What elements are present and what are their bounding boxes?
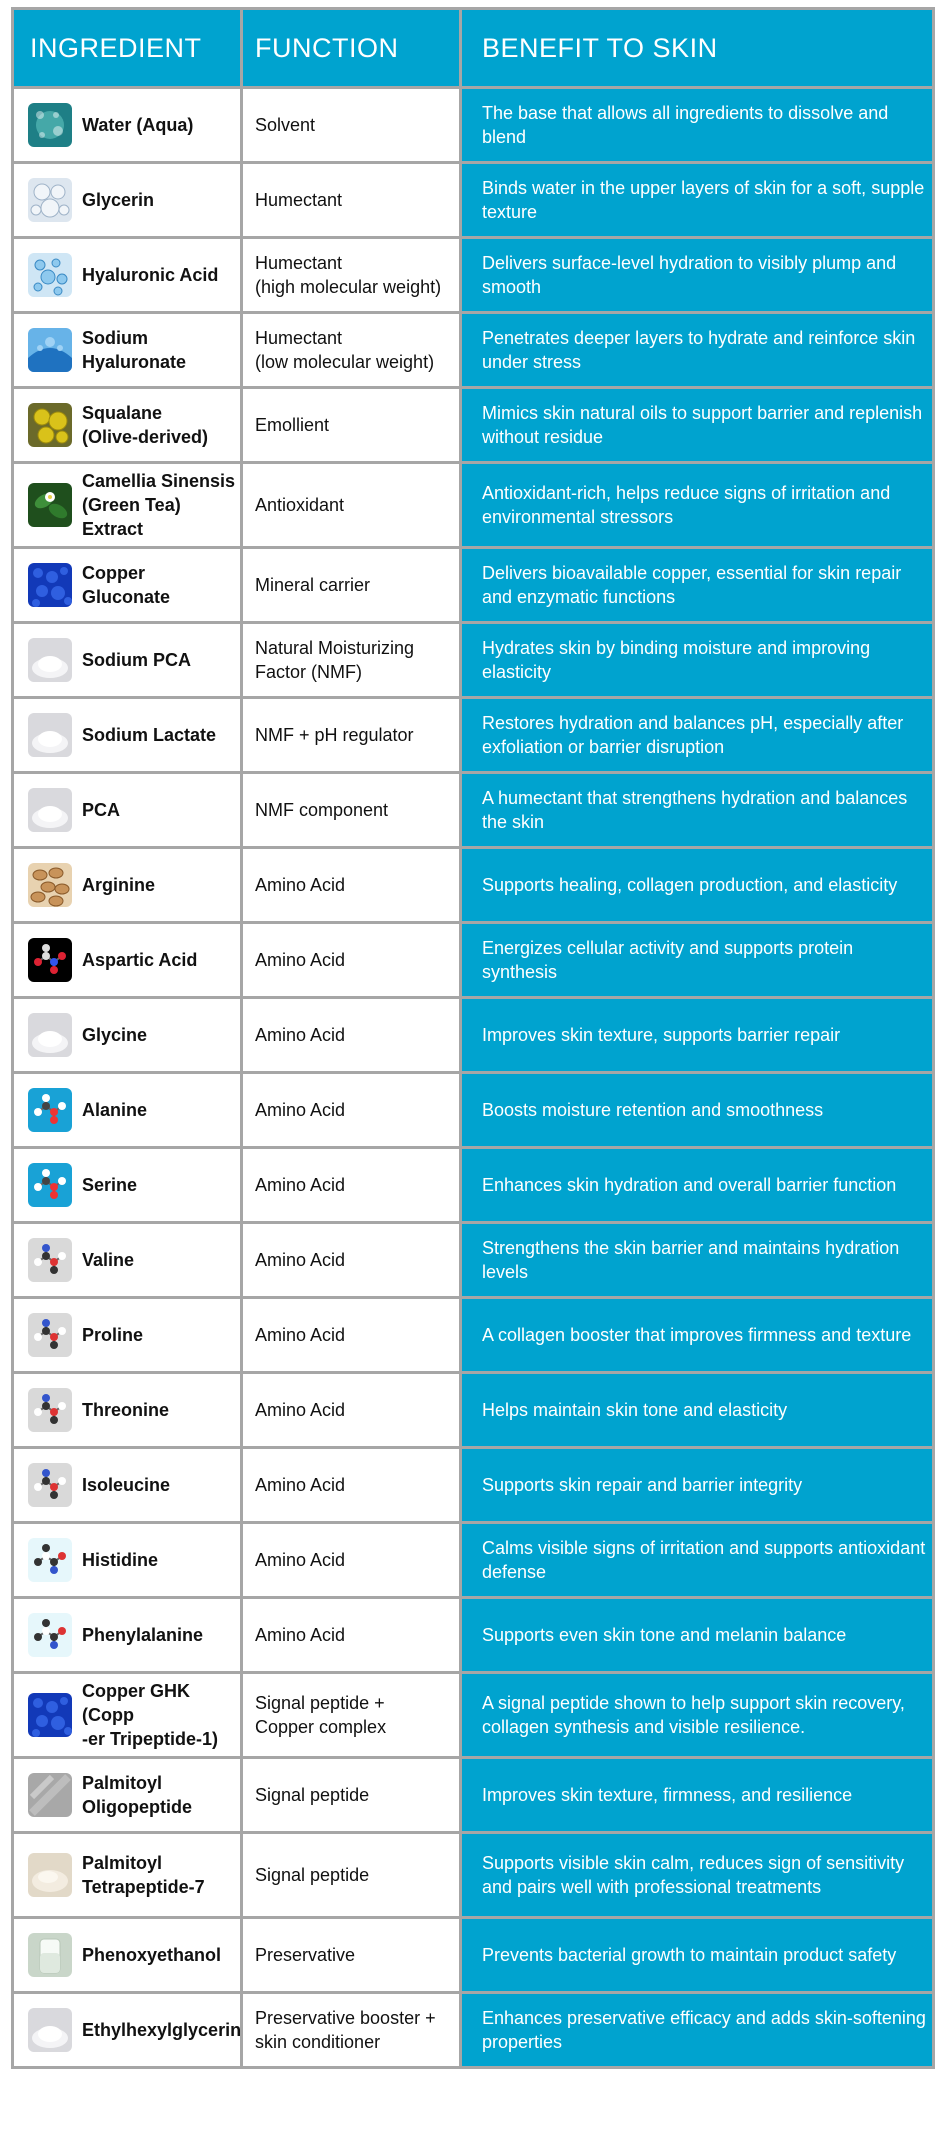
benefit-cell: Helps maintain skin tone and elasticity <box>461 1373 934 1448</box>
table-row <box>13 623 934 698</box>
function-cell: NMF component <box>242 773 461 848</box>
ingredient-cell <box>13 1523 242 1598</box>
table-row <box>13 388 934 463</box>
ingredient-cell <box>13 313 242 388</box>
header-ingredient: INGREDIENT <box>13 9 242 88</box>
function-cell: Humectant (high molecular weight) <box>242 238 461 313</box>
white-powder-icon <box>28 2008 72 2052</box>
table-row <box>13 1673 934 1758</box>
white-powder-icon <box>28 1013 72 1057</box>
ingredient-cell <box>13 388 242 463</box>
molecule-blue-icon <box>28 1088 72 1132</box>
benefit-cell: Restores hydration and balances pH, especially after exfoliation or barrier disruption <box>461 698 934 773</box>
ingredient-cell <box>13 548 242 623</box>
benefit-cell: Improves skin texture, supports barrier repair <box>461 998 934 1073</box>
ingredient-cell <box>13 1448 242 1523</box>
function-cell: Amino Acid <box>242 1223 461 1298</box>
table-row <box>13 548 934 623</box>
table-row <box>13 313 934 388</box>
ingredient-name: Glycine <box>82 1025 148 1045</box>
blue-powder-icon <box>28 1693 72 1737</box>
function-cell: Preservative <box>242 1918 461 1993</box>
ingredient-name: PCA <box>82 800 121 820</box>
table-row <box>13 1523 934 1598</box>
ingredient-name: Water (Aqua) <box>82 115 194 135</box>
function-cell: Amino Acid <box>242 1523 461 1598</box>
benefit-cell: A signal peptide shown to help support skin recovery, collagen synthesis and visible resilience. <box>461 1673 934 1758</box>
ingredient-name: Sodium Lactate <box>82 725 217 745</box>
ingredient-cell <box>13 163 242 238</box>
table-row <box>13 998 934 1073</box>
white-powder-icon <box>28 788 72 832</box>
benefit-cell: Boosts moisture retention and smoothness <box>461 1073 934 1148</box>
ingredient-name: Camellia Sinensis (Green Tea) Extract <box>82 471 236 539</box>
function-cell: Emollient <box>242 388 461 463</box>
function-cell: Amino Acid <box>242 1148 461 1223</box>
molecule-grey-icon <box>28 1313 72 1357</box>
benefit-cell: Prevents bacterial growth to maintain product safety <box>461 1918 934 1993</box>
table-row <box>13 1298 934 1373</box>
function-cell: Amino Acid <box>242 1298 461 1373</box>
ingredient-name: Arginine <box>82 875 156 895</box>
ingredient-name: Threonine <box>82 1400 170 1420</box>
function-cell: Amino Acid <box>242 848 461 923</box>
function-cell: Amino Acid <box>242 1073 461 1148</box>
benefit-cell: Supports healing, collagen production, and elasticity <box>461 848 934 923</box>
bubbles-icon <box>28 178 72 222</box>
ingredient-name: Serine <box>82 1175 138 1195</box>
ingredient-cell <box>13 1148 242 1223</box>
ingredient-name: Phenylalanine <box>82 1625 204 1645</box>
ingredient-cell <box>13 1993 242 2068</box>
ingredient-cell <box>13 463 242 548</box>
ingredient-cell <box>13 1673 242 1758</box>
function-cell: Mineral carrier <box>242 548 461 623</box>
table-row <box>13 1148 934 1223</box>
table-row <box>13 848 934 923</box>
function-cell: Signal peptide + Copper complex <box>242 1673 461 1758</box>
function-cell: Natural Moisturizing Factor (NMF) <box>242 623 461 698</box>
function-cell: Humectant <box>242 163 461 238</box>
benefit-cell: Delivers bioavailable copper, essential for skin repair and enzymatic functions <box>461 548 934 623</box>
molecule-light-icon <box>28 1538 72 1582</box>
function-cell: Preservative booster + skin conditioner <box>242 1993 461 2068</box>
function-cell: Amino Acid <box>242 1448 461 1523</box>
ingredient-name: Sodium PCA <box>82 650 192 670</box>
white-powder-icon <box>28 638 72 682</box>
function-cell: Amino Acid <box>242 998 461 1073</box>
function-cell: Signal peptide <box>242 1833 461 1918</box>
olive-oil-icon <box>28 403 72 447</box>
ingredient-cell <box>13 998 242 1073</box>
benefit-cell: Supports visible skin calm, reduces sign of sensitivity and pairs well with professional treatments <box>461 1833 934 1918</box>
ingredient-name: Phenoxyethanol <box>82 1945 222 1965</box>
grey-texture-icon <box>28 1773 72 1817</box>
molecule-grey-icon <box>28 1388 72 1432</box>
droplets-icon <box>28 253 72 297</box>
ingredient-name: Palmitoyl Tetrapeptide-7 <box>82 1853 205 1897</box>
ingredient-cell <box>13 623 242 698</box>
molecule-light-icon <box>28 1613 72 1657</box>
seeds-icon <box>28 863 72 907</box>
ingredient-cell <box>13 698 242 773</box>
ingredient-cell <box>13 1073 242 1148</box>
table-row <box>13 88 934 163</box>
blue-powder-icon <box>28 563 72 607</box>
ingredient-cell <box>13 923 242 998</box>
water-drops-icon <box>28 103 72 147</box>
ingredient-name: Squalane (Olive-derived) <box>82 403 209 447</box>
function-cell: Humectant (low molecular weight) <box>242 313 461 388</box>
benefit-cell: Strengthens the skin barrier and maintains hydration levels <box>461 1223 934 1298</box>
header-row <box>13 9 934 88</box>
ingredient-name: Hyaluronic Acid <box>82 265 219 285</box>
benefit-cell: Hydrates skin by binding moisture and improving elasticity <box>461 623 934 698</box>
function-cell: Amino Acid <box>242 923 461 998</box>
ingredient-cell <box>13 1918 242 1993</box>
table-row <box>13 773 934 848</box>
ingredient-cell <box>13 238 242 313</box>
benefit-cell: Enhances skin hydration and overall barrier function <box>461 1148 934 1223</box>
molecule-grey-icon <box>28 1238 72 1282</box>
benefit-cell: Energizes cellular activity and supports protein synthesis <box>461 923 934 998</box>
function-cell: Antioxidant <box>242 463 461 548</box>
table-row <box>13 463 934 548</box>
ingredient-name: Valine <box>82 1250 135 1270</box>
ingredient-cell <box>13 1373 242 1448</box>
ingredient-cell <box>13 88 242 163</box>
benefit-cell: Supports skin repair and barrier integrity <box>461 1448 934 1523</box>
molecule-grey-icon <box>28 1463 72 1507</box>
benefit-cell: Improves skin texture, firmness, and resilience <box>461 1758 934 1833</box>
ingredient-name: Palmitoyl Oligopeptide <box>82 1773 192 1817</box>
ingredient-cell <box>13 1758 242 1833</box>
liquid-glass-icon <box>28 1933 72 1977</box>
ingredient-name: Alanine <box>82 1100 148 1120</box>
ingredient-name: Histidine <box>82 1550 159 1570</box>
function-cell: Amino Acid <box>242 1373 461 1448</box>
benefit-cell: Supports even skin tone and melanin balance <box>461 1598 934 1673</box>
benefit-cell: Mimics skin natural oils to support barrier and replenish without residue <box>461 388 934 463</box>
table-row <box>13 1993 934 2068</box>
benefit-cell: Delivers surface-level hydration to visibly plump and smooth <box>461 238 934 313</box>
benefit-cell: A collagen booster that improves firmness and texture <box>461 1298 934 1373</box>
molecule-blue-icon <box>28 1163 72 1207</box>
table-row <box>13 1223 934 1298</box>
table-row <box>13 163 934 238</box>
benefit-cell: Calms visible signs of irritation and supports antioxidant defense <box>461 1523 934 1598</box>
cream-powder-icon <box>28 1853 72 1897</box>
benefit-cell: Enhances preservative efficacy and adds skin-softening properties <box>461 1993 934 2068</box>
header-function: FUNCTION <box>242 9 461 88</box>
benefit-cell: The base that allows all ingredients to dissolve and blend <box>461 88 934 163</box>
ingredient-cell <box>13 1298 242 1373</box>
function-cell: Amino Acid <box>242 1598 461 1673</box>
table-row <box>13 1373 934 1448</box>
function-cell: Signal peptide <box>242 1758 461 1833</box>
ingredient-name: Proline <box>82 1325 144 1345</box>
benefit-cell: Penetrates deeper layers to hydrate and reinforce skin under stress <box>461 313 934 388</box>
ingredient-name: Isoleucine <box>82 1475 171 1495</box>
ingredient-cell <box>13 1833 242 1918</box>
table-row <box>13 1448 934 1523</box>
table-row <box>13 1918 934 1993</box>
table-row <box>13 923 934 998</box>
ingredient-name: Ethylhexylglycerin <box>82 2020 242 2040</box>
ingredient-cell <box>13 1598 242 1673</box>
benefit-cell: Antioxidant-rich, helps reduce signs of irritation and environmental stressors <box>461 463 934 548</box>
table-row <box>13 1073 934 1148</box>
header-benefit: BENEFIT TO SKIN <box>461 9 934 88</box>
function-cell: Solvent <box>242 88 461 163</box>
green-tea-leaf-icon <box>28 483 72 527</box>
ingredient-cell <box>13 773 242 848</box>
function-cell: NMF + pH regulator <box>242 698 461 773</box>
water-splash-icon <box>28 328 72 372</box>
ingredient-name: Copper GHK (Copp -er Tripeptide-1) <box>82 1681 219 1749</box>
white-powder-icon <box>28 713 72 757</box>
table-row <box>13 1598 934 1673</box>
ingredients-table <box>11 7 935 2069</box>
benefit-cell: A humectant that strengthens hydration and balances the skin <box>461 773 934 848</box>
ingredient-cell <box>13 1223 242 1298</box>
ingredient-name: Copper Gluconate <box>82 563 171 607</box>
table-row <box>13 1758 934 1833</box>
ingredient-cell <box>13 848 242 923</box>
ingredient-name: Glycerin <box>82 190 155 210</box>
table-row <box>13 1833 934 1918</box>
table-row <box>13 698 934 773</box>
ingredient-name: Sodium Hyaluronate <box>82 328 187 372</box>
molecule-dark-icon <box>28 938 72 982</box>
table-row <box>13 238 934 313</box>
benefit-cell: Binds water in the upper layers of skin for a soft, supple texture <box>461 163 934 238</box>
ingredient-name: Aspartic Acid <box>82 950 198 970</box>
